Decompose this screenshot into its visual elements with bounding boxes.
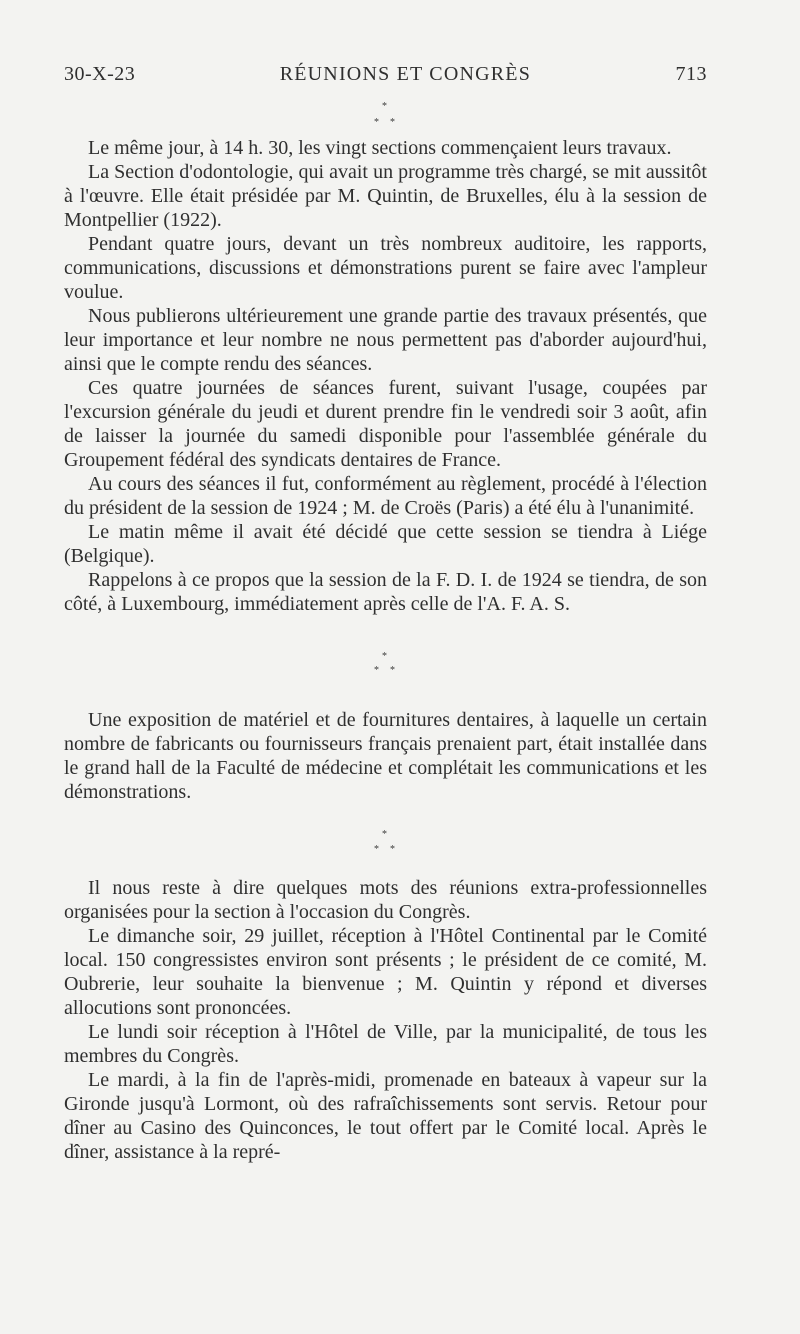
section-separator-asterism [64,804,707,876]
asterisk-glyph: * [374,844,379,855]
section-separator-asterism [64,616,707,708]
header-date: 30-X-23 [64,63,136,85]
asterisk-glyph: * [390,117,395,128]
paragraph: Le lundi soir réception à l'Hôtel de Ville, par la municipalité, de tous les membres du Congrès. [64,1021,707,1067]
asterisk-glyph: * [390,665,395,676]
section-one-body [64,136,707,616]
paragraph: Il nous reste à dire quelques mots des réunions extra-professionnelles organisées pour la section à l'occasion du Congrès. [64,877,707,923]
asterisk-glyph: * [374,665,379,676]
section-separator-asterism [64,98,707,136]
page-number: 713 [675,63,707,85]
asterisk-glyph: * [374,117,379,128]
asterisk-glyph: * [382,829,387,840]
section-three-body [64,876,707,1164]
paragraph: Au cours des séances il fut, conformément au règlement, procédé à l'élection du président de la session de 1924 ; M. de Croës (Paris) a été élu à l'unanimité. [64,473,707,519]
paragraph: Le matin même il avait été décidé que cette session se tiendra à Liége (Belgique). [64,521,707,567]
paragraph: Le mardi, à la fin de l'après-midi, promenade en bateaux à vapeur sur la Gironde jusqu'à Lormont, où des rafraîchissements sont servis. Retour pour dîner au Casino des Quinconces, le tout offert par le Comité local. Après le dîner, assistance à la repré- [64,1069,707,1163]
asterisk-glyph: * [382,651,387,662]
section-two-body [64,708,707,804]
header-title: RÉUNIONS ET CONGRÈS [279,63,532,85]
paragraph: Le dimanche soir, 29 juillet, réception à l'Hôtel Continental par le Comité local. 150 congressistes environ sont présents ; le président de ce comité, M. Oubrerie, leur souhaite la bienvenue ; M. Quintin y répond et diverses allocutions sont prononcées. [64,925,707,1019]
asterisk-glyph: * [382,101,387,112]
paragraph: Une exposition de matériel et de fournitures dentaires, à laquelle un certain nombre de fabricants ou fournisseurs français prenaient part, était installée dans le grand hall de la Faculté de médecine et complétait les communications et les démonstrations. [64,709,707,803]
paragraph: Pendant quatre jours, devant un très nombreux auditoire, les rapports, communications, discussions et démonstrations purent se faire avec l'ampleur voulue. [64,233,707,303]
paragraph: Ces quatre journées de séances furent, suivant l'usage, coupées par l'excursion générale du jeudi et durent prendre fin le vendredi soir 3 août, afin de laisser la journée du samedi disponible pour l'assemblée générale du Groupement fédéral des syndicats dentaires de France. [64,377,707,471]
paragraph: Le même jour, à 14 h. 30, les vingt sections commençaient leurs travaux. [88,137,672,159]
running-header [64,62,707,102]
paragraph: La Section d'odontologie, qui avait un programme très chargé, se mit aussitôt à l'œuvre. Elle était présidée par M. Quintin, de Bruxelles, élu à la session de Montpellier (1922). [64,161,707,231]
paragraph: Rappelons à ce propos que la session de la F. D. I. de 1924 se tiendra, de son côté, à Luxembourg, immédiatement après celle de l'A. F. A. S. [64,569,707,615]
paragraph: Nous publierons ultérieurement une grande partie des travaux présentés, que leur importance et leur nombre ne nous permettent pas d'aborder aujourd'hui, ainsi que le compte rendu des séances. [64,305,707,375]
asterisk-glyph: * [390,844,395,855]
document-page [64,62,707,1164]
